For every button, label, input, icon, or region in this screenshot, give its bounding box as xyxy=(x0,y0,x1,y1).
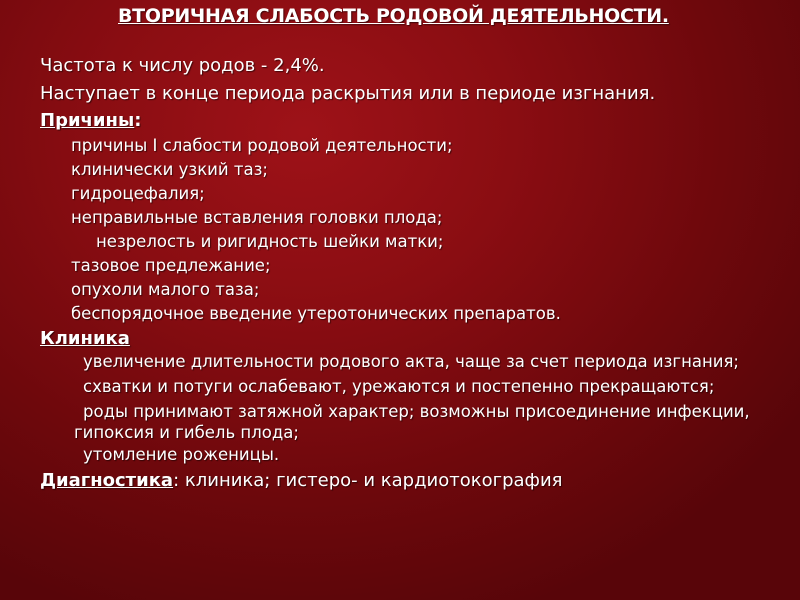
clinic-item: роды принимают затяжной характер; возможны присоединение инфекции, xyxy=(83,402,750,421)
cause-item: беспорядочное введение утеротонических препаратов. xyxy=(71,304,561,323)
cause-item: гидроцефалия; xyxy=(71,184,205,203)
cause-item: опухоли малого таза; xyxy=(71,280,260,299)
cause-item: тазовое предлежание; xyxy=(71,256,271,275)
cause-item: клинически узкий таз; xyxy=(71,160,268,179)
diagnostics-text: : клиника; гистеро- и кардиотокография xyxy=(173,470,563,491)
clinic-heading xyxy=(40,328,130,349)
clinic-item: гипоксия и гибель плода; xyxy=(74,423,299,442)
causes-heading-colon: : xyxy=(134,110,142,131)
slide-title: ВТОРИЧНАЯ СЛАБОСТЬ РОДОВОЙ ДЕЯТЕЛЬНОСТИ. xyxy=(118,5,669,27)
cause-item: причины I слабости родовой деятельности; xyxy=(71,136,453,155)
cause-item: незрелость и ригидность шейки матки; xyxy=(96,232,444,251)
causes-heading xyxy=(40,110,141,131)
diagnostics-heading: Диагностика xyxy=(40,470,174,491)
clinic-item: утомление роженицы. xyxy=(83,445,280,464)
clinic-item: увеличение длительности родового акта, чаще за счет периода изгнания; xyxy=(83,352,739,371)
clinic-heading-label: Клиника xyxy=(40,328,130,349)
cause-item: неправильные вставления головки плода; xyxy=(71,208,443,227)
clinic-item: схватки и потуги ослабевают, урежаются и постепенно прекращаются; xyxy=(83,377,715,396)
frequency-line: Частота к числу родов - 2,4%. xyxy=(40,55,325,76)
onset-line: Наступает в конце периода раскрытия или в периоде изгнания. xyxy=(40,83,656,104)
diagnostics-line xyxy=(40,470,562,491)
causes-heading-label: Причины xyxy=(40,110,135,131)
